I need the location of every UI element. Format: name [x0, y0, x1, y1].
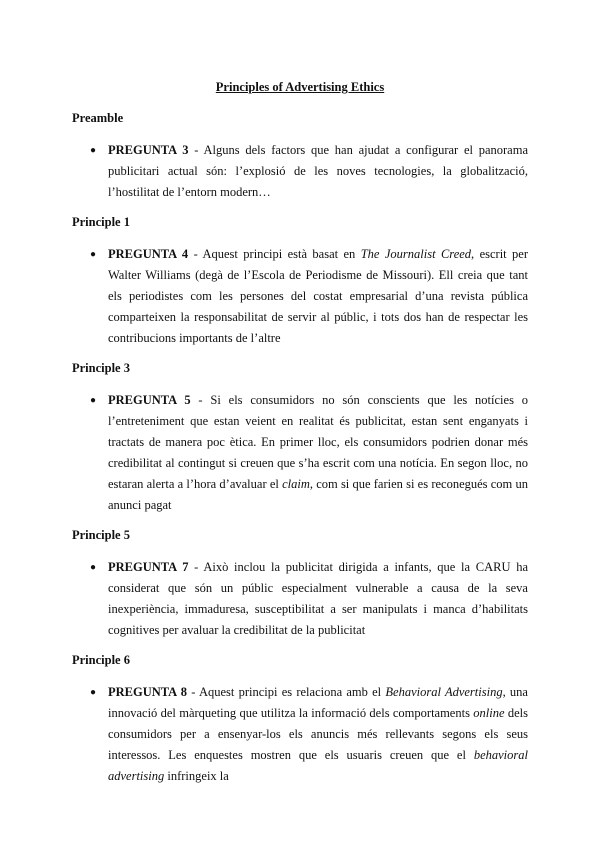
- question-label: PREGUNTA 5: [108, 393, 191, 407]
- answer-text-cont-2: dels consumidors per a ensenyar-los els anuncis més rellevants segons els seus interessos. Les enquestes mostren que els usuaris creuen que el: [108, 706, 528, 762]
- answer-text-cont: , com si que farien si es reconegués com un anunci pagat: [108, 477, 528, 512]
- list-item: [72, 244, 528, 349]
- answer-text-cont: , escrit per Walter Williams (degà de l’Escola de Periodisme de Missouri). Ell creia que tant els periodistes com les persones del costat empresarial d’una revista pública comparteixen la responsabilitat de servir al públic, i tots dos han de respectar les contribucions importants de l’altre: [108, 247, 529, 345]
- question-label: PREGUNTA 3: [108, 143, 189, 157]
- answer-italic-2: online: [473, 706, 505, 720]
- question-label: PREGUNTA 8: [108, 685, 188, 699]
- answer-text-cont: , una innovació del màrqueting que utilitza la informació dels comportaments: [108, 685, 528, 720]
- document-title: Principles of Advertising Ethics: [215, 80, 385, 94]
- question-label: PREGUNTA 4: [108, 247, 189, 261]
- answer-text: - Aquest principi està basat en: [188, 247, 361, 261]
- section-list-preamble: [72, 140, 528, 203]
- section-list-principle-5: [72, 557, 528, 641]
- answer-text: - Això inclou la publicitat dirigida a infants, que la CARU ha considerat que són un públic especialment vulnerable a causa de la seva inexperiència, immaduresa, susceptibilitat a ser manipulats i manca d’habilitats cognitives per avaluar la credibilitat de la publicitat: [108, 560, 528, 637]
- list-item: [72, 140, 528, 203]
- answer-text-cont-3: infringeix la: [164, 769, 229, 783]
- bullet-icon: ●: [90, 562, 97, 573]
- section-list-principle-1: [72, 244, 528, 349]
- question-label: PREGUNTA 7: [108, 560, 189, 574]
- section-heading-preamble: Preamble: [72, 111, 124, 125]
- answer-italic: The Journalist Creed: [360, 247, 472, 261]
- answer-text: - Si els consumidors no són conscients que les notícies o l’entreteniment que estan veient en realitat és publicitat, estan sent enganyats i tractats de manera poc ètica. En primer lloc, els consumidors podrien donar més credibilitat al contingut si creuen que s’ha escrit com una notícia. En segon lloc, no estaran alerta a l’hora d’avaluar el: [108, 393, 529, 491]
- bullet-icon: ●: [90, 687, 97, 698]
- bullet-icon: ●: [90, 145, 97, 156]
- section-heading-principle-3: Principle 3: [72, 361, 130, 375]
- section-heading-principle-6: Principle 6: [72, 653, 130, 667]
- answer-italic: Behavioral Advertising: [385, 685, 503, 699]
- section-heading-principle-1: Principle 1: [72, 215, 130, 229]
- bullet-icon: ●: [90, 249, 97, 260]
- list-item: [72, 682, 528, 787]
- answer-italic-3: behavioral advertising: [108, 748, 528, 783]
- bullet-icon: ●: [90, 395, 97, 406]
- answer-text: - Aquest principi es relaciona amb el: [187, 685, 386, 699]
- section-list-principle-6: [72, 682, 528, 787]
- list-item: [72, 557, 528, 641]
- section-list-principle-3: [72, 390, 528, 516]
- answer-italic: claim: [282, 477, 310, 491]
- section-heading-principle-5: Principle 5: [72, 528, 130, 542]
- answer-text: - Alguns dels factors que han ajudat a configurar el panorama publicitari actual són: l’explosió de les noves tecnologies, la globalització, l’hostilitat de l’entorn modern…: [108, 143, 528, 199]
- list-item: [72, 390, 528, 516]
